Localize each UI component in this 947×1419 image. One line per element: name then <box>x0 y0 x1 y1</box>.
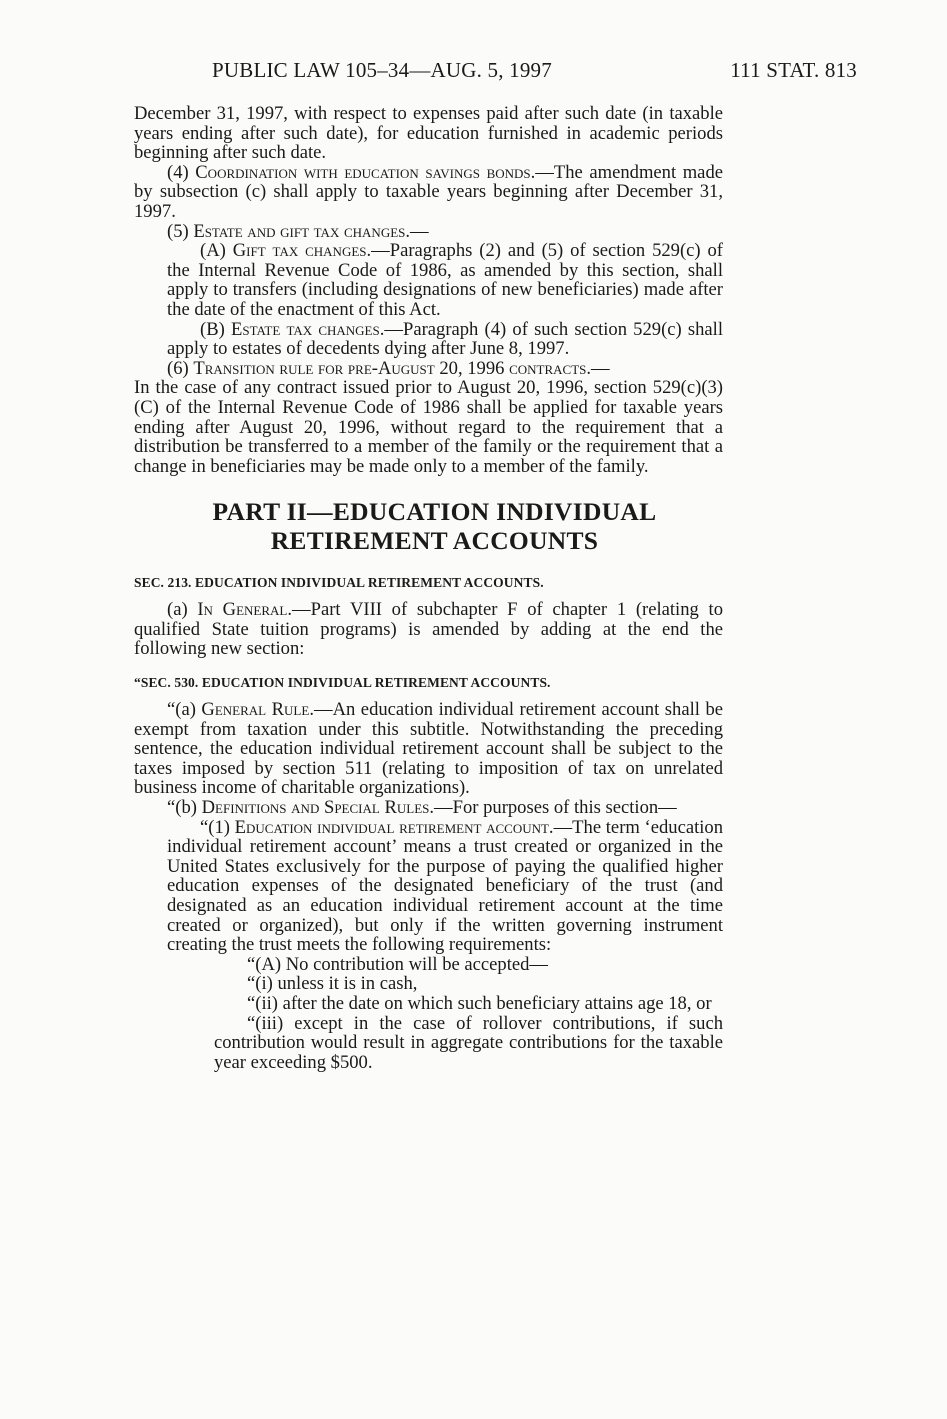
subparagraph-a-no-contribution: “(A) No contribution will be accepted— <box>247 953 549 975</box>
paragraph-number: (A) <box>200 240 226 262</box>
subsection-a-in-general <box>134 600 723 659</box>
paragraph-text: — <box>591 357 610 379</box>
paragraph-number: (6) <box>167 357 189 379</box>
paragraph-number: (4) <box>167 161 189 183</box>
subsection-a-general-rule <box>134 700 723 798</box>
paragraph-heading: Education individual retirement account. <box>234 816 554 838</box>
document-body <box>134 104 723 1072</box>
part-heading-line-1: PART II—EDUCATION INDIVIDUAL <box>212 497 657 527</box>
paragraph-number: (5) <box>167 220 189 242</box>
paragraph-1-education-ira <box>134 818 723 955</box>
paragraph-text: —Paragraph (4) of such section 529(c) shall apply to estates of decedents dying after June 8, 1997. <box>167 318 723 360</box>
paragraph-5-estate-gift <box>134 222 723 242</box>
paragraph-number: (a) <box>167 599 188 621</box>
paragraph-number: “(1) <box>200 816 230 838</box>
paragraph-6-text: In the case of any contract issued prior to August 20, 1996, section 529(c)(3)(C) of the Internal Revenue Code of 1986 shall be applied for taxable years ending after August 20, 1996, without regard to the requirement that a distribution be transferred to a member of the family or the requirement that a change in beneficiaries may be made only to a member of the family. <box>134 377 723 477</box>
clause-i: “(i) unless it is in cash, <box>247 973 418 995</box>
paragraph-number: “(a) <box>167 699 196 721</box>
paragraph-number: “(b) <box>167 797 197 819</box>
paragraph-text: — <box>410 220 429 242</box>
part-heading-line-2: RETIREMENT ACCOUNTS <box>270 526 599 556</box>
paragraph-text: —The amendment made by subsection (c) shall apply to taxable years beginning after December 31, 1997. <box>134 161 723 222</box>
paragraph-heading: General Rule. <box>201 699 314 721</box>
statute-page-number: 111 STAT. 813 <box>730 58 857 82</box>
clause-ii: “(ii) after the date on which such beneficiary attains age 18, or <box>247 992 712 1014</box>
paragraph-text: —Paragraphs (2) and (5) of section 529(c) of the Internal Revenue Code of 1986, as amended by this section, shall apply to transfers (including designations of new beneficiaries) made after the date of the enactment of this Act. <box>167 240 723 320</box>
paragraph-heading: In General. <box>197 599 293 621</box>
paragraph-heading: Estate and gift tax changes. <box>193 220 411 242</box>
paragraph-heading: Gift tax changes. <box>232 240 372 262</box>
paragraph-heading: Estate tax changes. <box>230 318 385 340</box>
paragraph-heading: Definitions and Special Rules. <box>201 797 435 819</box>
clause-iii: “(iii) except in the case of rollover contributions, if such contribution would result in aggregate contributions for the taxable year exceeding $500. <box>214 1012 723 1073</box>
paragraph-6-transition-rule <box>134 359 723 379</box>
part-heading <box>146 497 723 555</box>
paragraph-continuation: December 31, 1997, with respect to expenses paid after such date (in taxable years ending after such date), for education furnished in academic periods beginning after such date. <box>134 103 723 164</box>
subparagraph-a-gift-tax <box>134 241 723 319</box>
paragraph-text: —The term ‘education individual retirement account’ means a trust created or organized in the United States exclusively for the purpose of paying the qualified higher education expenses of the designated beneficiary of the trust (and designated as an education individual retirement account at the time created or organized), but only if the written governing instrument creating the trust meets the following requirements: <box>167 816 724 956</box>
subsection-b-definitions <box>134 798 723 818</box>
paragraph-heading: Transition rule for pre-August 20, 1996 contracts. <box>193 357 592 379</box>
paragraph-text: —Part VIII of subchapter F of chapter 1 (relating to qualified State tuition programs) is amended by adding at the end the following new section: <box>134 599 723 660</box>
public-law-citation: PUBLIC LAW 105–34—AUG. 5, 1997 <box>212 58 552 82</box>
paragraph-number: (B) <box>200 318 225 340</box>
paragraph-text: —For purposes of this section— <box>434 797 677 819</box>
paragraph-heading: Coordination with education savings bonds. <box>195 161 536 183</box>
section-213-heading: SEC. 213. EDUCATION INDIVIDUAL RETIREMENT ACCOUNTS. <box>134 575 544 591</box>
section-530-heading: “SEC. 530. EDUCATION INDIVIDUAL RETIREMENT ACCOUNTS. <box>134 675 551 691</box>
subparagraph-b-estate-tax <box>134 320 723 359</box>
paragraph-text: —An education individual retirement account shall be exempt from taxation under this subtitle. Notwithstanding the preceding sentence, the education individual retirement account shall be subject to the taxes imposed by section 511 (relating to imposition of tax on unrelated business income of charitable organizations). <box>134 699 723 799</box>
paragraph-4-coordination <box>134 163 723 222</box>
